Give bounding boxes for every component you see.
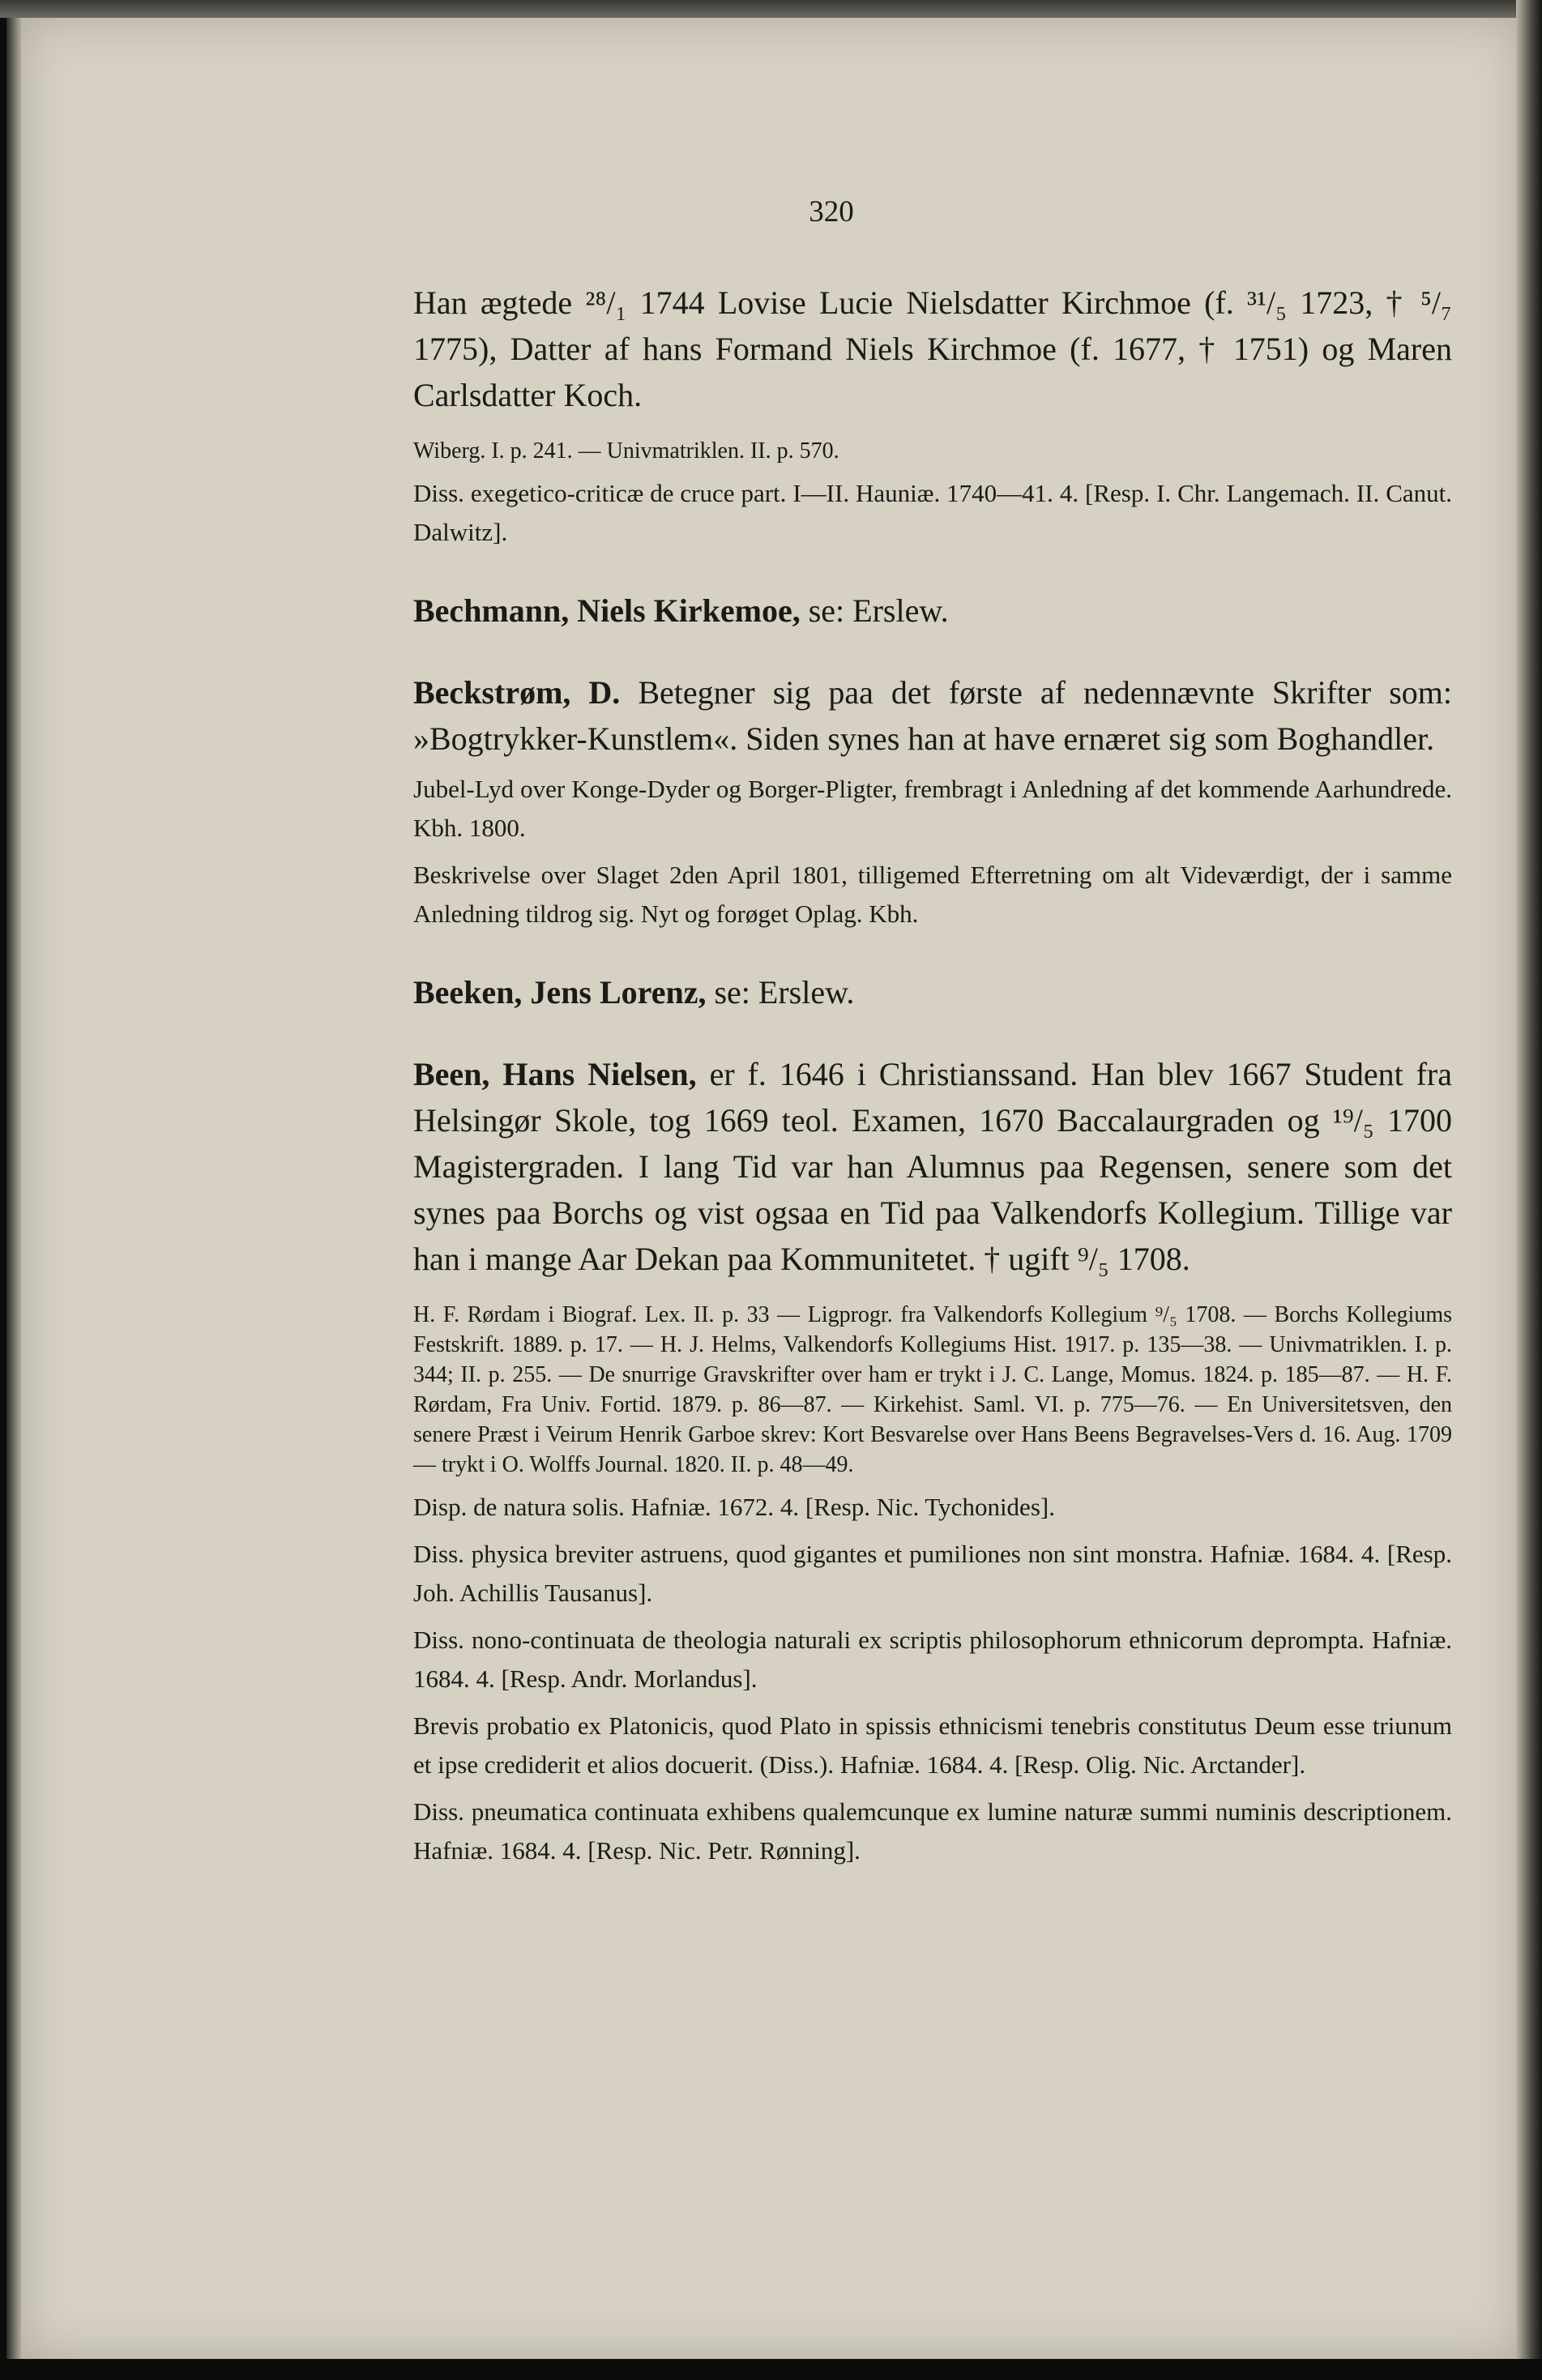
entry-body: se: Erslew. bbox=[808, 592, 949, 629]
page-text bbox=[413, 194, 1452, 1870]
work-citation bbox=[413, 1707, 1452, 1784]
work-text: Beskrivelse over Slaget 2den April 1801, tilligemed Efterretning om alt Videværdigt, der i samme Anledning tildrog sig. Nyt og forøget Oplag. Kbh. bbox=[413, 861, 1452, 928]
entry-been bbox=[413, 1051, 1452, 1282]
entry-bechmann bbox=[413, 588, 1452, 634]
entry-headword: Bechmann, Niels Kirkemoe, bbox=[413, 592, 801, 629]
work-citation bbox=[413, 1488, 1452, 1527]
source-note bbox=[413, 436, 1452, 466]
top-edge-shadow bbox=[0, 0, 1542, 18]
work-citation bbox=[413, 856, 1452, 934]
work-text: Disp. de natura solis. Hafniæ. 1672. 4. [Resp. Nic. Tychonides]. bbox=[413, 1493, 1055, 1521]
work-text: Diss. exegetico-criticæ de cruce part. I—II. Hauniæ. 1740—41. 4. [Resp. I. Chr. Langemach. II. Canut. Dalwitz]. bbox=[413, 479, 1452, 546]
work-text: Jubel-Lyd over Konge-Dyder og Borger-Pligter, frembragt i Anledning af det kommende Aarhundrede. Kbh. 1800. bbox=[413, 775, 1452, 842]
work-citation bbox=[413, 1792, 1452, 1870]
entry-beckstrom bbox=[413, 669, 1452, 762]
entry-beeken bbox=[413, 969, 1452, 1015]
work-text: Diss. nono-continuata de theologia naturali ex scriptis philosophorum ethnicorum deprompta. Hafniæ. 1684. 4. [Resp. Andr. Morlandus]. bbox=[413, 1626, 1452, 1693]
right-edge-shadow bbox=[1516, 0, 1542, 2380]
entry-headword: Beeken, Jens Lorenz, bbox=[413, 974, 707, 1011]
page-number: 320 bbox=[809, 195, 854, 229]
source-text: H. F. Rørdam i Biograf. Lex. II. p. 33 — Ligprogr. fra Valkendorfs Kollegium ⁹/₅ 1708. — Borchs Kollegiums Festskrift. 1889. p. 17. — H. J. Helms, Valkendorfs Kollegiums Hist. 1917. p. 135—38. — Univmatriklen. I. p. 344; II. p. 255. — De snurrige Gravskrifter over ham er trykt i J. C. Lange, Momus. 1824. p. 185—87. — H. F. Rørdam, Fra Univ. Fortid. 1879. p. 86—87. — Kirkehist. Saml. VI. p. 775—76. — En Universitetsven, den senere Præst i Veirum Henrik Garboe skrev: Kort Besvarelse over Hans Beens Begravelses-Vers d. 16. Aug. 1709 — trykt i O. Wolffs Journal. 1820. II. p. 48—49. bbox=[413, 1302, 1452, 1477]
work-text: Brevis probatio ex Platonicis, quod Plato in spissis ethnicismi tenebris constitutus Deum esse triunum et ipse crediderit et alios docuerit. (Diss.). Hafniæ. 1684. 4. [Resp. Olig. Nic. Arctander]. bbox=[413, 1711, 1452, 1779]
source-note bbox=[413, 1300, 1452, 1480]
entry-body: se: Erslew. bbox=[714, 974, 855, 1011]
work-citation bbox=[413, 1535, 1452, 1613]
entry-text bbox=[413, 280, 1452, 418]
bottom-edge-shadow bbox=[0, 2359, 1542, 2380]
entry-body: Betegner sig paa det første af nedennævnte Skrifter som: »Bogtrykker-Kunstlem«. Siden synes han at have ernæret sig som Boghandler. bbox=[413, 674, 1453, 757]
entry-headword: Beckstrøm, D. bbox=[413, 674, 621, 711]
work-text: Diss. pneumatica continuata exhibens qualemcunque ex lumine naturæ summi numinis descriptionem. Hafniæ. 1684. 4. [Resp. Nic. Petr. Rønning]. bbox=[413, 1797, 1452, 1865]
entry-body: Han ægtede ²⁸/₁ 1744 Lovise Lucie Nielsdatter Kirchmoe (f. ³¹/₅ 1723, † ⁵/₇ 1775), Datter af hans Formand Niels Kirchmoe (f. 1677, † 1751) og Maren Carlsdatter Koch. bbox=[413, 284, 1452, 413]
source-text: Wiberg. I. p. 241. — Univmatriklen. II. p. 570. bbox=[413, 438, 839, 464]
work-citation bbox=[413, 1621, 1452, 1698]
work-citation bbox=[413, 770, 1452, 848]
work-citation bbox=[413, 474, 1452, 552]
work-text: Diss. physica breviter astruens, quod gigantes et pumiliones non sint monstra. Hafniæ. 1684. 4. [Resp. Joh. Achillis Tausanus]. bbox=[413, 1540, 1452, 1607]
entry-body: er f. 1646 i Christianssand. Han blev 1667 Student fra Helsingør Skole, tog 1669 teol. Examen, 1670 Baccalaurgraden og ¹⁹/₅ 1700 Magistergraden. I lang Tid var han Alumnus paa Regensen, senere som det synes paa Borchs og vist ogsaa en Tid paa Valkendorfs Kollegium. Tillige var han i mange Aar Dekan paa Kommunitetet. † ugift ⁹/₅ 1708. bbox=[413, 1056, 1453, 1277]
entry-headword: Been, Hans Nielsen, bbox=[413, 1056, 697, 1092]
